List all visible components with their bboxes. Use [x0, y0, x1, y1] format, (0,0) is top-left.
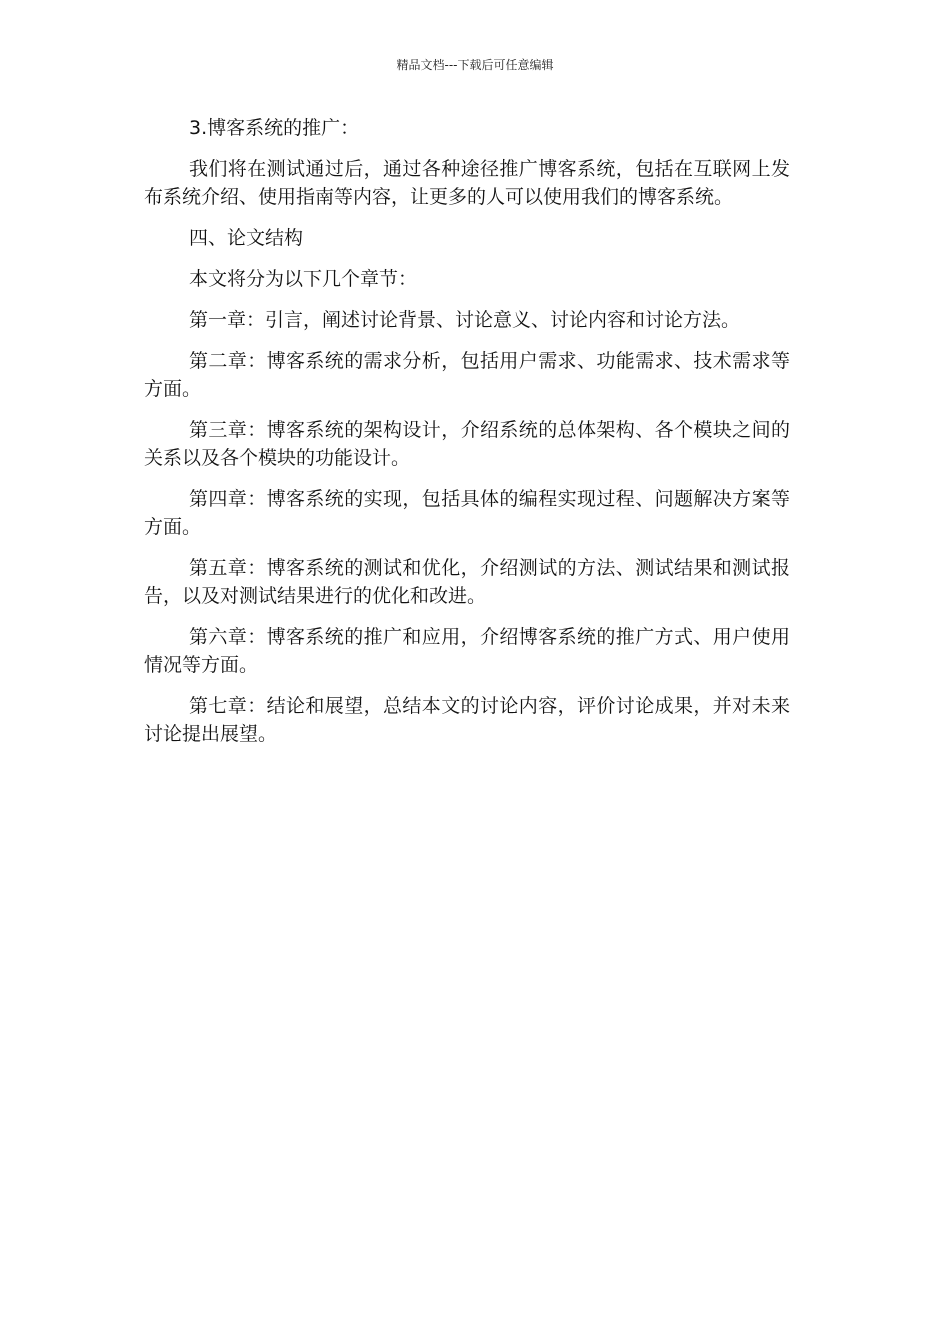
chapter-1-item: 第一章：引言，阐述讨论背景、讨论意义、讨论内容和讨论方法。 — [189, 309, 741, 331]
section-heading-structure: 四、论文结构 — [189, 227, 304, 249]
section-heading-promotion: 3.博客系统的推广： — [189, 117, 360, 139]
chapter-7-item: 第七章：结论和展望，总结本文的讨论内容，评价讨论成果，并对未来讨论提出展望。 — [144, 695, 790, 745]
chapter-2-item: 第二章：博客系统的需求分析，包括用户需求、功能需求、技术需求等方面。 — [144, 350, 790, 400]
chapter-6-item: 第六章：博客系统的推广和应用，介绍博客系统的推广方式、用户使用情况等方面。 — [144, 626, 790, 676]
chapter-4-item: 第四章：博客系统的实现，包括具体的编程实现过程、问题解决方案等方面。 — [144, 488, 790, 538]
chapter-5-item: 第五章：博客系统的测试和优化，介绍测试的方法、测试结果和测试报告，以及对测试结果进行的优化和改进。 — [144, 557, 790, 607]
page-header: 精品文档---下载后可任意编辑 — [396, 58, 554, 72]
paragraph-intro-chapters: 本文将分为以下几个章节： — [189, 268, 418, 290]
paragraph-promotion: 我们将在测试通过后，通过各种途径推广博客系统，包括在互联网上发布系统介绍、使用指南等内容，让更多的人可以使用我们的博客系统。 — [144, 158, 790, 208]
document-body — [144, 114, 790, 761]
chapter-3-item: 第三章：博客系统的架构设计，介绍系统的总体架构、各个模块之间的关系以及各个模块的功能设计。 — [144, 419, 790, 469]
